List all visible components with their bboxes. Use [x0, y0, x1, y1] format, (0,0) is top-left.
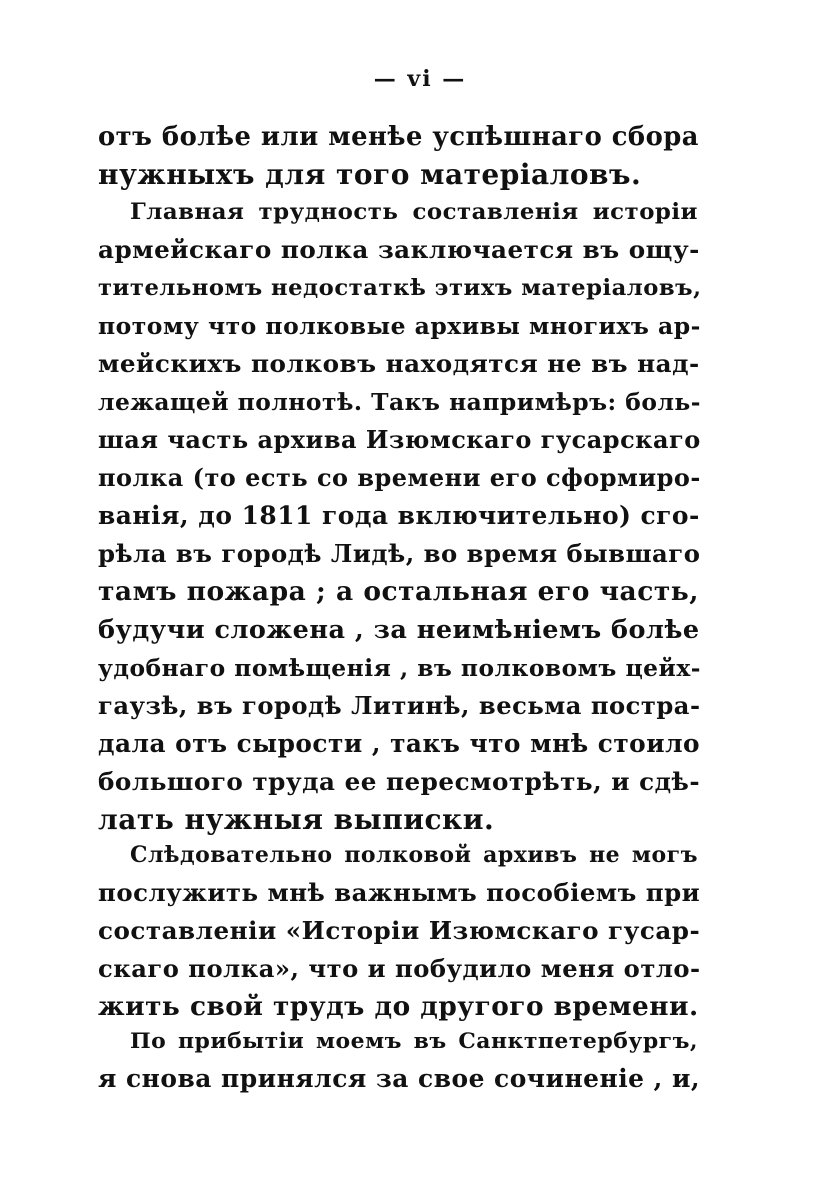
text-line: будучи сложена , за неимѣніемъ болѣе [98, 615, 700, 645]
text-line: дала отъ сырости , такъ что мнѣ стоило [98, 729, 701, 758]
paragraph-4 [98, 1022, 701, 1098]
text-line: шая часть архива Изюмскаго гусарскаго [98, 425, 701, 454]
paragraph-2 [98, 193, 702, 839]
text-line: удобнаго помѣщенія , въ полковомъ цейх- [98, 654, 701, 682]
text-line: Слѣдовательно полковой архивъ не могъ [130, 842, 698, 868]
text-line: полка (то есть со времени его сформиро- [98, 463, 701, 492]
page-number: — vi — [373, 66, 467, 92]
text-line: ванія, до 1811 года включительно) сго- [98, 501, 700, 530]
text-line: армейскаго полка заключается въ ощу- [98, 235, 700, 264]
text-line: лать нужныя выписки. [98, 803, 495, 836]
text-line: тамъ пожара ; а остальная его часть, [98, 576, 699, 607]
text-line: жить свой трудъ до другого времени. [98, 991, 699, 1022]
text-line: мейскихъ полковъ находятся не въ над- [98, 349, 700, 378]
text-line: По прибытіи моемъ въ Санктпетербургъ, [130, 1028, 698, 1054]
paragraph-3 [98, 836, 701, 1026]
text-line: скаго полка», что и побудило меня отло- [98, 954, 701, 983]
text-line: лежащей полнотѣ. Такъ напримѣръ: боль- [98, 388, 701, 416]
text-line: Главная трудность составленія исторіи [130, 199, 698, 225]
paragraph-1 [98, 118, 698, 194]
text-line: большого труда ее пересмотрѣть, и сдѣ- [98, 767, 701, 796]
text-line: гаузѣ, въ городѣ Литинѣ, весьма постра- [98, 691, 701, 720]
text-line: нужныхъ для того матеріаловъ. [98, 158, 642, 191]
text-line: составленіи «Исторіи Изюмскаго гусар- [98, 916, 701, 945]
text-line: послужить мнѣ важнымъ пособіемъ при [98, 878, 701, 907]
text-line: отъ болѣе или менѣе успѣшнаго сбора [98, 122, 699, 152]
text-line: тительномъ недостаткѣ этихъ матеріаловъ, [98, 275, 702, 301]
text-line: потому что полковые архивы многихъ ар- [98, 312, 701, 340]
text-line: рѣла въ городѣ Лидѣ, во время бывшаго [98, 539, 701, 568]
text-line: я снова принялся за свое сочиненіе , и, [98, 1064, 701, 1093]
